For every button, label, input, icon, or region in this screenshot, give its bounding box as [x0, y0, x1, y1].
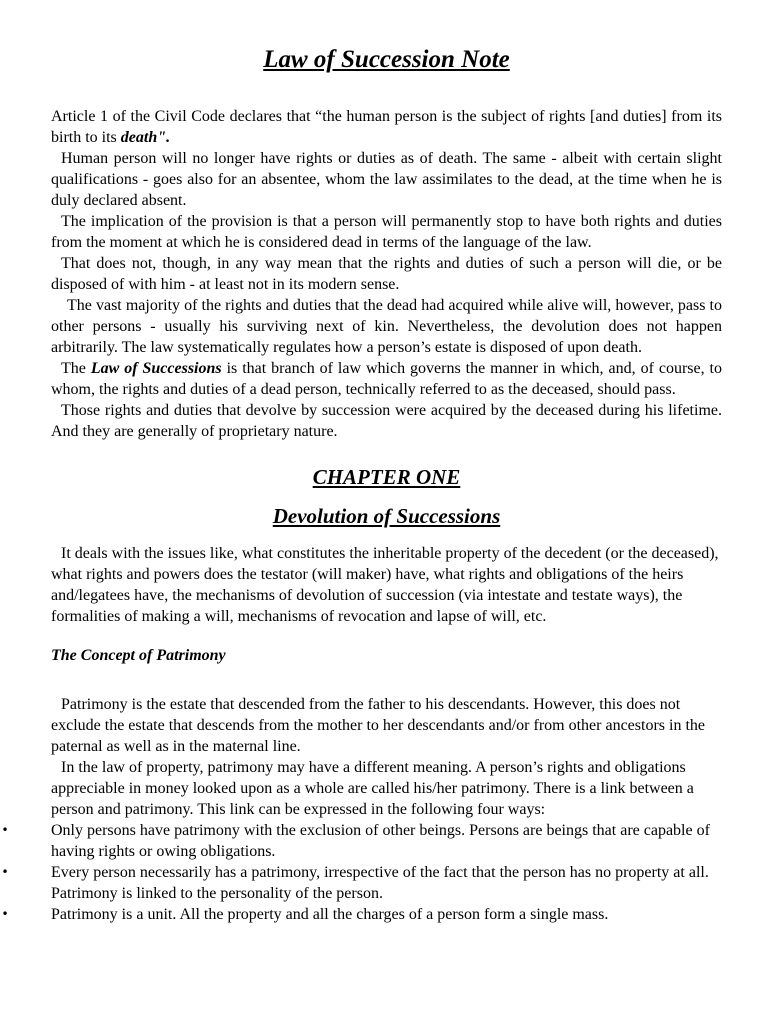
patrimony-paragraph-1: Patrimony is the estate that descended from the father to his descendants. However, this does not exclude the estate that descends from the mother to her descendants and/or from other ancestors in the paternal as well as in the maternal line.: [51, 696, 705, 755]
bullet-icon: •: [1, 865, 9, 879]
chapter-intro-section: [51, 543, 722, 627]
patrimony-bullet-list: [1, 820, 722, 925]
intro-paragraph-6-pre: The: [61, 360, 91, 377]
document-title: Law of Succession Note: [263, 46, 510, 73]
intro-paragraph-1: [51, 106, 722, 148]
bullet-icon: •: [1, 907, 9, 921]
list-item: [1, 862, 722, 904]
chapter-paragraph-1: It deals with the issues like, what constitutes the inheritable property of the decedent (or the deceased), what rights and powers does the testator (will maker) have, what rights and obligations of the heirs and/legatees have, the mechanisms of devolution of succession (via intestate and testate ways), the formalities of making a will, mechanisms of revocation and lapse of will, etc.: [51, 545, 719, 625]
list-item: [1, 820, 722, 862]
list-item-text: Only persons have patrimony with the exclusion of other beings. Persons are beings that are capable of having rights or owing obligations.: [51, 822, 710, 860]
patrimony-section: [1, 694, 722, 925]
intro-paragraph-2: Human person will no longer have rights or duties as of death. The same - albeit with certain slight qualifications - goes also for an absentee, whom the law assimilates to the dead, at the time when he is duly declared absent.: [51, 150, 722, 209]
law-of-successions-term: Law of Successions: [90, 360, 222, 377]
intro-paragraph-5: The vast majority of the rights and duties that the dead had acquired while alive will, however, pass to other persons - usually his surviving next of kin. Nevertheless, the devolution does not happen arbitrarily. The law systematically regulates how a person’s estate is disposed of upon death.: [51, 297, 722, 356]
intro-paragraph-6-post: is that branch of law which governs the manner in which, and, of course, to whom, the rights and duties of a dead person, technically referred to as the deceased, should pass.: [51, 360, 722, 398]
intro-paragraph-7: Those rights and duties that devolve by succession were acquired by the deceased during his lifetime. And they are generally of proprietary nature.: [51, 402, 722, 440]
bullet-icon: •: [1, 823, 9, 837]
intro-section: [51, 106, 722, 442]
intro-paragraph-1-emphasis: death".: [120, 129, 171, 146]
patrimony-paragraph-2: In the law of property, patrimony may have a different meaning. A person’s rights and obligations appreciable in money looked upon as a whole are called his/her patrimony. There is a link between a person and patrimony. This link can be expressed in the following four ways:: [51, 759, 694, 818]
list-item-text: Patrimony is a unit. All the property and all the charges of a person form a single mass.: [51, 906, 609, 923]
intro-paragraph-3: The implication of the provision is that a person will permanently stop to have both rights and duties from the moment at which he is considered dead in terms of the language of the law.: [51, 213, 722, 251]
list-item-text: Every person necessarily has a patrimony, irrespective of the fact that the person has no property at all. Patrimony is linked to the personality of the person.: [51, 864, 709, 902]
intro-paragraph-1-text: Article 1 of the Civil Code declares that “the human person is the subject of rights [and duties] from its birth to its: [51, 108, 722, 146]
intro-paragraph-6: [51, 358, 722, 400]
chapter-subheading: Devolution of Successions: [272, 504, 501, 528]
list-item: [1, 904, 722, 925]
document-page: [1, 0, 722, 925]
intro-paragraph-4: That does not, though, in any way mean that the rights and duties of such a person will die, or be disposed of with him - at least not in its modern sense.: [51, 255, 722, 293]
patrimony-heading: The Concept of Patrimony: [51, 647, 226, 664]
chapter-heading: CHAPTER ONE: [312, 465, 461, 489]
